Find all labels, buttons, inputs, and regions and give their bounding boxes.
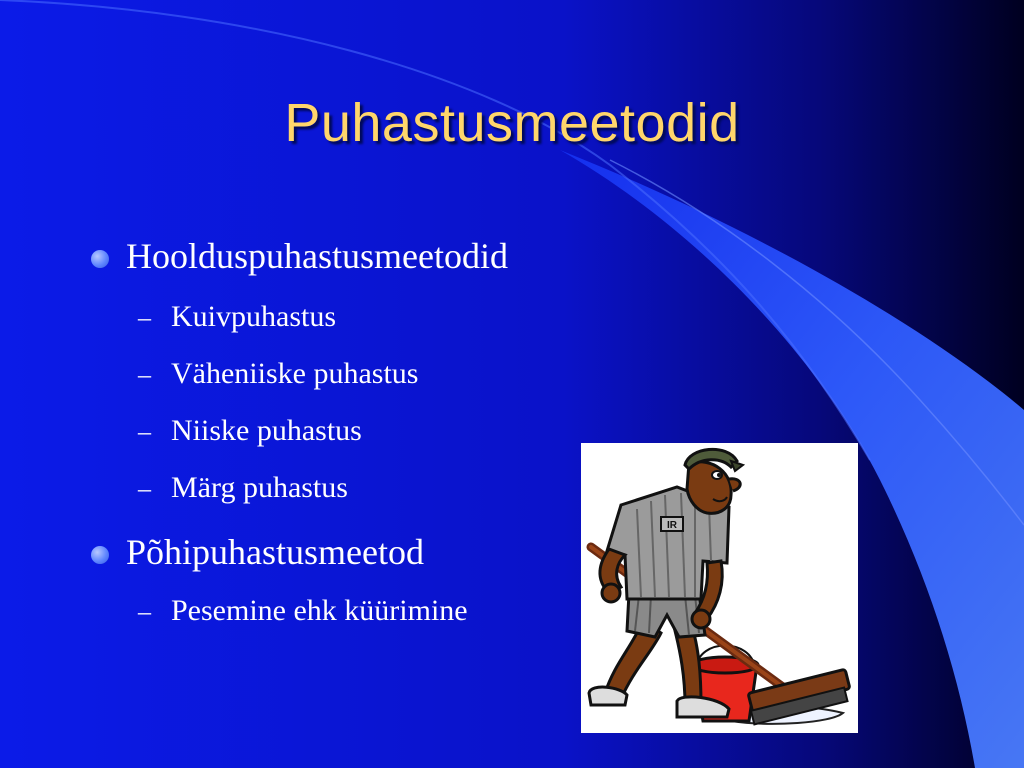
dash-bullet-icon: – (138, 474, 151, 503)
bullet-item-pohipuhastus: Põhipuhastusmeetod (126, 532, 424, 572)
sub-item-vaheniiske: Väheniiske puhastus (171, 357, 419, 390)
janitor-scrubbing-floor-icon (581, 443, 858, 733)
bullet-item-hoolduspuhastus: Hoolduspuhastusmeetodid (126, 236, 508, 276)
dash-bullet-icon: – (138, 597, 151, 626)
sub-item-kuivpuhastus: Kuivpuhastus (171, 300, 336, 333)
sub-item-pesemine: Pesemine ehk küürimine (171, 594, 468, 627)
bullet-dot-icon (91, 546, 109, 564)
bullet-dot-icon (91, 250, 109, 268)
sub-item-niiske: Niiske puhastus (171, 414, 362, 447)
shirt-badge-text: IR (667, 520, 677, 531)
slide-title: Puhastusmeetodid (284, 93, 740, 153)
dash-bullet-icon: – (138, 360, 151, 389)
sub-item-marg: Märg puhastus (171, 471, 348, 504)
dash-bullet-icon: – (138, 303, 151, 332)
dash-bullet-icon: – (138, 417, 151, 446)
